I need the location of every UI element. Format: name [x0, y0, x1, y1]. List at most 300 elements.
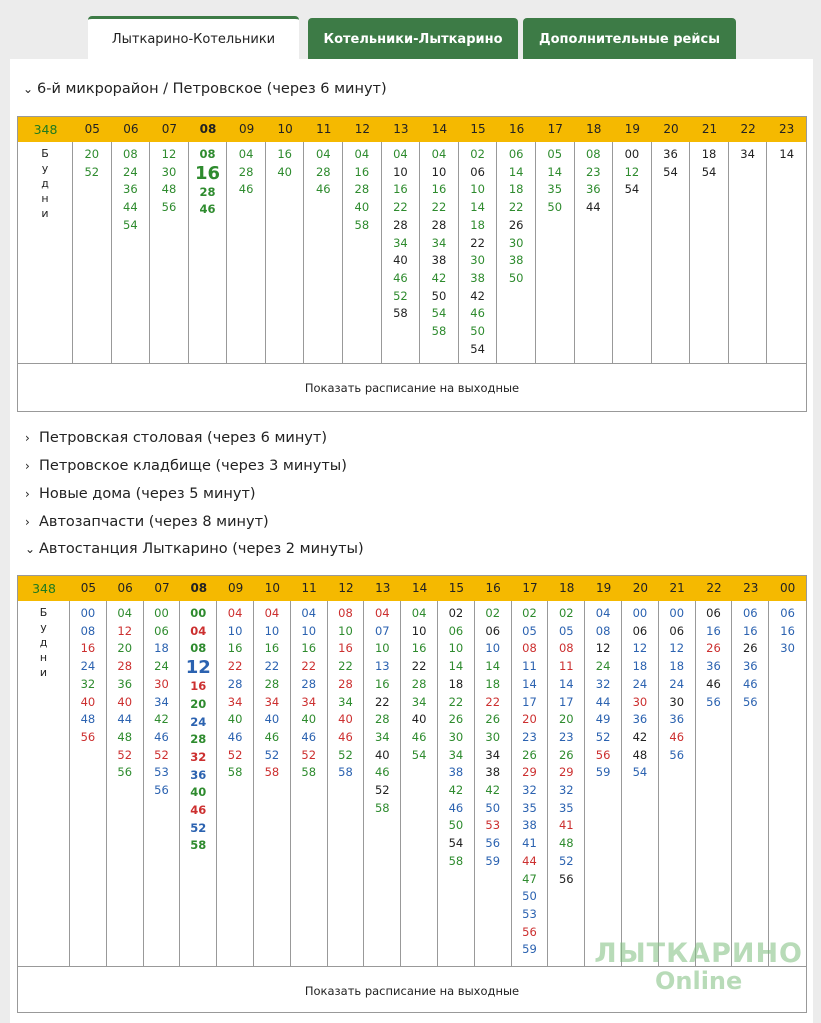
hour-column: [328, 601, 365, 966]
departure-minute: 32: [595, 676, 611, 691]
departure-minute: 24: [123, 164, 138, 179]
departure-minute: 56: [117, 765, 133, 780]
departure-minute: 42: [431, 270, 447, 285]
day-label-column: [18, 142, 73, 363]
departure-minute: 50: [547, 200, 563, 215]
departure-minute: 36: [190, 767, 207, 782]
hour-column: [613, 142, 652, 363]
departure-minute: 04: [264, 606, 280, 620]
departure-minute: 22: [431, 200, 447, 215]
departure-minute: 50: [522, 889, 537, 904]
hour-column: [180, 601, 217, 966]
departure-minute: 36: [585, 182, 601, 197]
weekend-label: Показать расписание на выходные: [304, 983, 520, 998]
departure-minute: 04: [411, 606, 427, 620]
hour-column: [266, 142, 305, 363]
stop-toggle-avtozapchasti[interactable]: [25, 511, 269, 533]
departure-minute: 16: [194, 162, 221, 184]
hour-header: 20: [663, 122, 679, 136]
departure-minute: 20: [190, 696, 207, 711]
hour-column: [343, 142, 382, 363]
departure-minute: 08: [190, 641, 207, 656]
departure-minute: 16: [780, 623, 795, 638]
departure-minute: 16: [277, 147, 292, 161]
hour-column: [696, 601, 733, 966]
departure-minute: 12: [632, 641, 648, 656]
hour-column: [652, 142, 691, 363]
departure-minute: 34: [154, 694, 169, 709]
hour-column: [382, 142, 421, 363]
departure-minute: 41: [558, 818, 574, 833]
tab-label: Дополнительные рейсы: [539, 31, 720, 47]
departure-minute: 44: [117, 712, 133, 727]
departure-minute: 05: [558, 623, 574, 638]
departure-minute: 34: [448, 747, 464, 762]
departure-minute: 34: [374, 729, 390, 744]
departure-minute: 22: [411, 659, 427, 674]
departure-minute: 08: [80, 623, 96, 638]
departure-minute: 22: [485, 694, 501, 709]
departure-minute: 58: [431, 324, 447, 339]
hour-column: [729, 142, 768, 363]
departure-minute: 02: [470, 147, 485, 161]
hour-header: 12: [338, 581, 354, 595]
departure-minute: 16: [264, 641, 280, 656]
departure-minute: 10: [411, 623, 427, 638]
stop-toggle-petrovskaya-stolovaya[interactable]: [25, 427, 327, 449]
departure-minute: 35: [547, 182, 563, 197]
departure-minute: 38: [448, 765, 464, 780]
departure-minute: 20: [84, 147, 100, 161]
departure-minute: 52: [374, 783, 390, 798]
hour-column: [254, 601, 291, 966]
departure-minute: 54: [632, 765, 648, 780]
hour-header: 10: [264, 581, 281, 595]
tab-lytkarino-kotelniki[interactable]: [88, 16, 299, 60]
departure-minute: 20: [117, 641, 133, 656]
departure-minute: 54: [448, 836, 464, 851]
departure-minute: 30: [470, 253, 485, 268]
day-label: Б у д н и: [39, 606, 48, 679]
departure-minute: 10: [264, 623, 280, 638]
departure-minute: 40: [277, 164, 292, 179]
departure-minute: 46: [470, 306, 485, 321]
departure-minute: 24: [632, 676, 648, 691]
departure-minute: 47: [522, 871, 537, 886]
departure-minute: 29: [522, 765, 537, 780]
departure-minute: 52: [338, 747, 353, 762]
departure-minute: 20: [558, 712, 574, 727]
show-weekend-button[interactable]: [18, 363, 806, 411]
departure-minute: 46: [264, 729, 280, 744]
route-number: 348: [32, 581, 56, 596]
departure-minute: 50: [470, 324, 485, 339]
departure-minute: 42: [448, 783, 464, 798]
hour-column: [512, 601, 549, 966]
departure-minute: 34: [301, 694, 317, 709]
hour-header: 08: [199, 122, 217, 136]
departure-minute: 58: [374, 800, 390, 815]
departure-minute: 23: [522, 729, 537, 744]
departure-minute: 16: [393, 182, 408, 197]
hour-column: [497, 142, 536, 363]
departure-minute: 32: [190, 749, 207, 764]
hour-column: [767, 142, 806, 363]
departure-minute: 34: [485, 747, 501, 762]
departure-minute: 38: [485, 765, 501, 780]
departure-minute: 46: [742, 676, 758, 691]
departure-minute: 22: [508, 200, 524, 215]
departure-minute: 35: [558, 800, 574, 815]
departure-minute: 18: [448, 676, 464, 691]
departure-minute: 14: [470, 200, 485, 215]
departure-minute: 10: [393, 164, 408, 179]
departure-minute: 50: [508, 270, 524, 285]
hour-header: 21: [669, 581, 685, 595]
departure-minute: 40: [301, 712, 317, 727]
departure-minute: 14: [547, 164, 563, 179]
departure-minute: 22: [338, 659, 353, 674]
hour-header: 16: [509, 122, 525, 136]
departure-minute: 00: [80, 606, 96, 620]
departure-minute: 42: [485, 783, 501, 798]
hour-header: 07: [154, 581, 170, 595]
departure-minute: 28: [338, 676, 353, 691]
hour-header: 18: [586, 122, 602, 136]
tab-label: Котельники-Лыткарино: [323, 31, 503, 47]
tab-bar: [0, 14, 821, 60]
hour-header: 23: [779, 122, 795, 136]
departure-minute: 34: [740, 147, 755, 161]
departure-minute: 28: [227, 676, 243, 691]
departure-minute: 53: [485, 818, 501, 833]
departure-minute: 07: [374, 623, 390, 638]
hour-header: 16: [485, 581, 501, 595]
hour-column: [575, 142, 614, 363]
hour-header: 08: [190, 581, 208, 595]
departure-minute: 06: [508, 147, 524, 161]
departure-minute: 40: [264, 712, 280, 727]
hour-column: [291, 601, 328, 966]
hour-column: [585, 601, 622, 966]
hour-header: 15: [470, 122, 486, 136]
departure-minute: 11: [522, 659, 537, 674]
departure-minute: 08: [585, 147, 601, 161]
departure-minute: 56: [595, 747, 611, 762]
departure-minute: 14: [522, 676, 537, 691]
departure-minute: 36: [669, 712, 685, 727]
departure-minute: 38: [508, 253, 524, 268]
departure-minute: 26: [706, 641, 721, 656]
hour-column: [548, 601, 585, 966]
hour-column: [732, 601, 769, 966]
tab-kotelniki-lytkarino[interactable]: [308, 18, 518, 60]
departure-minute: 14: [448, 659, 464, 674]
departure-minute: 46: [338, 729, 353, 744]
departure-minute: 34: [338, 694, 353, 709]
departure-minute: 04: [315, 147, 331, 161]
departure-minute: 18: [632, 659, 648, 674]
departure-minute: 58: [190, 838, 207, 853]
departure-minute: 46: [190, 803, 207, 818]
hour-header: 06: [123, 122, 139, 136]
schedule-table: [17, 116, 807, 412]
hour-column: [622, 601, 659, 966]
departure-minute: 34: [411, 694, 427, 709]
departure-minute: 56: [522, 924, 537, 939]
hour-column: [189, 142, 228, 363]
departure-minute: 49: [595, 712, 611, 727]
departure-minute: 22: [448, 694, 464, 709]
hour-column: [459, 142, 498, 363]
departure-minute: 59: [595, 765, 611, 780]
departure-minute: 18: [701, 147, 717, 161]
hour-header: 19: [595, 581, 612, 595]
departure-minute: 02: [558, 606, 574, 620]
hour-column: [420, 142, 459, 363]
hour-column: [690, 142, 729, 363]
departure-minute: 08: [123, 147, 138, 161]
stop-toggle-petrovskoe-kladbishche[interactable]: [25, 455, 347, 477]
hour-header: 18: [559, 581, 575, 595]
departure-minute: 06: [632, 623, 648, 638]
hour-header: 15: [448, 581, 465, 595]
departure-minute: 34: [227, 694, 243, 709]
departure-minute: 23: [585, 164, 601, 179]
departure-minute: 18: [485, 676, 501, 691]
stop-toggle-avtostantsiya[interactable]: [25, 538, 364, 560]
departure-minute: 12: [117, 623, 133, 638]
departure-minute: 30: [448, 729, 464, 744]
departure-minute: 06: [742, 606, 758, 620]
departure-minute: 52: [595, 729, 611, 744]
departure-minute: 24: [669, 676, 685, 691]
departure-minute: 28: [301, 676, 317, 691]
watermark-line2: Online: [654, 967, 743, 995]
departure-minute: 16: [80, 641, 96, 656]
hour-column: [150, 142, 189, 363]
departure-minute: 36: [706, 659, 721, 674]
departure-minute: 18: [154, 641, 169, 656]
departure-minute: 26: [485, 712, 501, 727]
departure-minute: 04: [238, 147, 254, 161]
departure-minute: 12: [161, 147, 177, 161]
departure-minute: 24: [595, 659, 611, 674]
departure-minute: 30: [485, 729, 501, 744]
hour-header: 14: [431, 122, 448, 136]
stop-label: Автозапчасти (через 8 минут): [39, 514, 269, 530]
departure-minute: 44: [585, 200, 601, 215]
departure-minute: 52: [393, 288, 408, 303]
departure-minute: 22: [393, 200, 408, 215]
departure-minute: 58: [448, 853, 464, 868]
departure-minute: 00: [190, 606, 207, 620]
departure-minute: 40: [227, 712, 243, 727]
chevron-right-icon: ›: [25, 431, 30, 445]
departure-minute: 14: [779, 147, 795, 161]
departure-minute: 56: [80, 729, 96, 744]
departure-minute: 46: [393, 270, 408, 285]
departure-minute: 28: [411, 676, 427, 691]
hour-header: 19: [624, 122, 641, 136]
day-label: Б у д н и: [41, 147, 49, 220]
departure-minute: 10: [431, 164, 447, 179]
hour-header: 14: [411, 581, 428, 595]
departure-minute: 56: [558, 871, 574, 886]
departure-minute: 28: [354, 182, 370, 197]
departure-minute: 29: [558, 765, 574, 780]
departure-minute: 46: [301, 729, 317, 744]
departure-minute: 02: [448, 606, 464, 620]
departure-minute: 05: [547, 147, 563, 161]
departure-minute: 16: [411, 641, 427, 656]
departure-minute: 30: [669, 694, 685, 709]
departure-minute: 56: [485, 836, 501, 851]
departure-minute: 28: [393, 217, 408, 232]
departure-minute: 26: [558, 747, 574, 762]
departure-minute: 58: [393, 306, 408, 321]
departure-minute: 40: [80, 694, 96, 709]
departure-minute: 18: [470, 217, 485, 232]
departure-minute: 04: [227, 606, 243, 620]
departure-minute: 32: [522, 783, 537, 798]
departure-minute: 56: [706, 694, 721, 709]
departure-minute: 36: [632, 712, 648, 727]
departure-minute: 32: [558, 783, 574, 798]
departure-minute: 04: [190, 623, 207, 638]
departure-minute: 12: [624, 164, 640, 179]
stop-label: Автостанция Лыткарино (через 2 минуты): [39, 541, 364, 557]
departure-minute: 24: [154, 659, 169, 674]
departure-minute: 53: [154, 765, 169, 780]
departure-minute: 48: [80, 712, 96, 727]
departure-minute: 54: [624, 182, 640, 197]
departure-minute: 38: [522, 818, 537, 833]
departure-minute: 28: [238, 164, 254, 179]
hour-column: [438, 601, 475, 966]
hour-header: 13: [393, 122, 409, 136]
departure-minute: 00: [154, 606, 169, 620]
tab-extra-trips[interactable]: [523, 18, 736, 60]
departure-minute: 18: [669, 659, 685, 674]
departure-minute: 40: [374, 747, 390, 762]
hour-header: 20: [632, 581, 649, 595]
departure-minute: 52: [558, 853, 574, 868]
departure-minute: 46: [669, 729, 685, 744]
hour-header: 00: [779, 581, 796, 595]
departure-minute: 56: [154, 783, 169, 798]
departure-minute: 30: [508, 235, 524, 250]
departure-minute: 40: [190, 785, 207, 800]
stop-toggle-mkr6[interactable]: [23, 78, 387, 100]
departure-minute: 46: [374, 765, 390, 780]
departure-minute: 12: [595, 641, 611, 656]
departure-minute: 44: [123, 200, 138, 215]
departure-minute: 56: [742, 694, 758, 709]
departure-minute: 46: [706, 676, 721, 691]
hour-column: [144, 601, 181, 966]
departure-minute: 08: [338, 606, 353, 620]
departure-minute: 06: [780, 606, 795, 620]
departure-minute: 16: [706, 623, 721, 638]
departure-minute: 58: [354, 217, 370, 232]
hour-column: [107, 601, 144, 966]
departure-minute: 38: [431, 253, 447, 268]
departure-minute: 46: [238, 182, 254, 197]
stop-label: Новые дома (через 5 минут): [39, 486, 256, 502]
departure-minute: 08: [595, 623, 611, 638]
departure-minute: 34: [264, 694, 280, 709]
departure-minute: 52: [190, 820, 207, 835]
departure-minute: 02: [522, 606, 537, 620]
departure-minute: 04: [301, 606, 317, 620]
hour-header: 17: [522, 581, 538, 595]
departure-minute: 28: [199, 184, 216, 199]
departure-minute: 28: [264, 676, 280, 691]
departure-minute: 06: [669, 623, 685, 638]
departure-minute: 42: [154, 712, 169, 727]
hour-header: 09: [227, 581, 244, 595]
departure-minute: 11: [558, 659, 574, 674]
schedule-panel: [10, 59, 813, 1023]
hour-header: 22: [706, 581, 722, 595]
departure-minute: 14: [508, 164, 524, 179]
departure-minute: 04: [374, 606, 390, 620]
departure-minute: 46: [227, 729, 243, 744]
hours-header: [18, 576, 806, 601]
departure-minute: 05: [522, 623, 537, 638]
departure-minute: 28: [315, 164, 331, 179]
departure-minute: 50: [448, 818, 464, 833]
hour-header: 21: [701, 122, 718, 136]
chevron-right-icon: ›: [25, 459, 30, 473]
hour-column: [475, 601, 512, 966]
hour-header: 11: [316, 122, 332, 136]
departure-minute: 59: [522, 942, 537, 957]
hour-header: 09: [238, 122, 255, 136]
departure-minute: 14: [485, 659, 501, 674]
departure-minute: 52: [301, 747, 317, 762]
stop-label: Петровское кладбище (через 3 минуты): [39, 458, 347, 474]
departure-minute: 52: [154, 747, 169, 762]
departure-minute: 54: [123, 217, 138, 232]
departure-minute: 16: [301, 641, 317, 656]
departure-minute: 42: [470, 288, 485, 303]
departure-minute: 26: [448, 712, 464, 727]
weekend-label: Показать расписание на выходные: [304, 380, 520, 395]
hour-column: [70, 601, 107, 966]
departure-minute: 36: [117, 676, 133, 691]
departure-minute: 16: [354, 164, 370, 179]
departure-minute: 04: [117, 606, 133, 620]
chevron-right-icon: ›: [25, 487, 30, 501]
departure-minute: 22: [227, 659, 243, 674]
departure-minute: 41: [522, 836, 537, 851]
departure-minute: 26: [742, 641, 758, 656]
departure-minute: 30: [161, 164, 177, 179]
hour-header: 13: [375, 581, 391, 595]
departure-minute: 02: [485, 606, 501, 620]
departure-minute: 36: [123, 182, 138, 197]
departure-minute: 52: [117, 747, 133, 762]
departure-minute: 16: [227, 641, 243, 656]
departure-minute: 12: [185, 657, 211, 679]
departure-minute: 10: [338, 623, 353, 638]
chevron-down-icon: ⌄: [25, 542, 36, 556]
hour-column: [112, 142, 151, 363]
stop-toggle-novye-doma[interactable]: [25, 483, 256, 505]
departure-minute: 22: [374, 694, 390, 709]
